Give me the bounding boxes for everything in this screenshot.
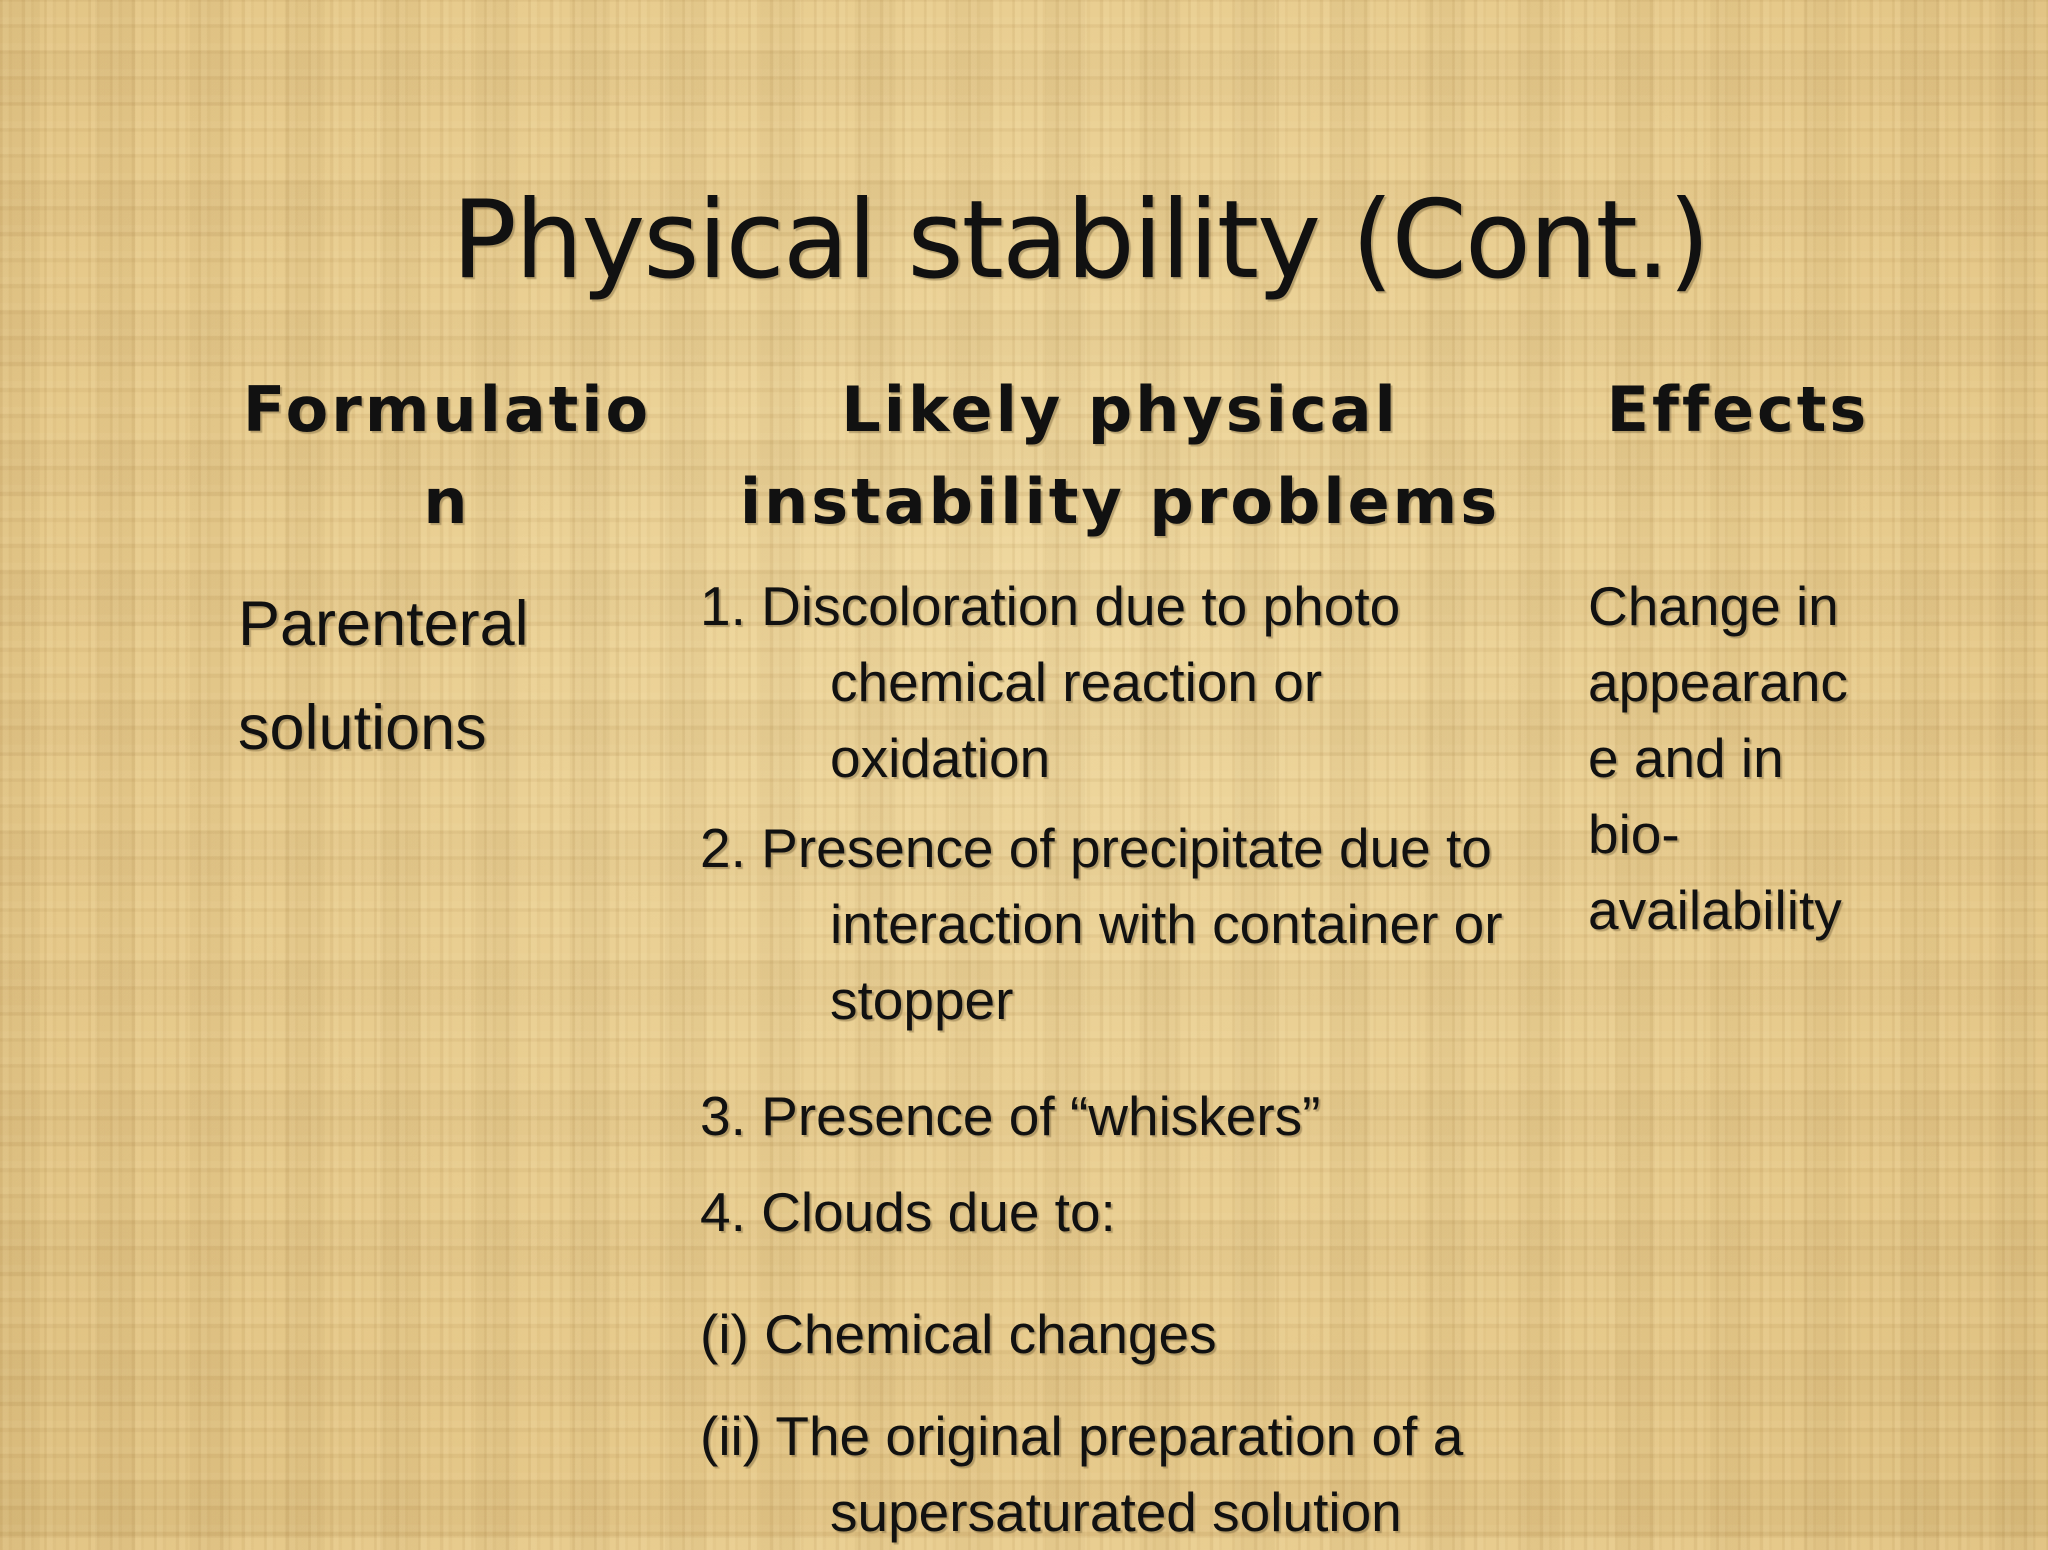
effects-line1: Change in [1588,575,1839,637]
slide-title: Physical stability (Cont.) [451,178,1709,303]
problem-number: 4. [700,1181,762,1243]
sub-item-text: Chemical changes [764,1303,1217,1365]
column-header-formulation-line2: n [423,465,471,538]
column-header-problems-line2: instability problems [739,465,1501,538]
problem-text: Presence of “whiskers” [761,1085,1321,1147]
formulation-cell [238,572,529,780]
sub-item-number: (ii) [700,1405,776,1467]
problem-item [700,810,1550,1038]
problem-text: Clouds due to: [761,1181,1116,1243]
sub-item-text: The original preparation of a supersaturated solution [775,1405,1464,1543]
effects-cell [1588,568,1908,948]
column-header-formulation [232,364,662,548]
column-header-problems [700,364,1540,548]
formulation-line2: solutions [238,693,487,763]
sub-item [700,1296,1550,1372]
formulation-line1: Parenteral [238,589,529,659]
column-header-effects: Effects [1606,373,1870,446]
problem-item [700,1174,1550,1250]
column-header-formulation-line1: Formulatio [242,373,652,446]
problem-text: Presence of precipitate due to interaction with container or stopper [761,817,1503,1031]
problem-number: 1. [700,575,762,637]
effects-line2: appearanc [1588,651,1848,713]
sub-item-number: (i) [700,1303,765,1365]
effects-line5: availability [1588,879,1842,941]
problem-number: 2. [700,817,762,879]
problems-list [700,568,1550,1550]
problem-text: Discoloration due to photo chemical reaction or oxidation [761,575,1401,789]
effects-line3: e and in [1588,727,1784,789]
effects-line4: bio- [1588,803,1680,865]
problem-item [700,1078,1550,1154]
sub-item [700,1398,1550,1550]
column-header-problems-line1: Likely physical [841,373,1399,446]
problem-item [700,568,1550,796]
problem-number: 3. [700,1085,762,1147]
